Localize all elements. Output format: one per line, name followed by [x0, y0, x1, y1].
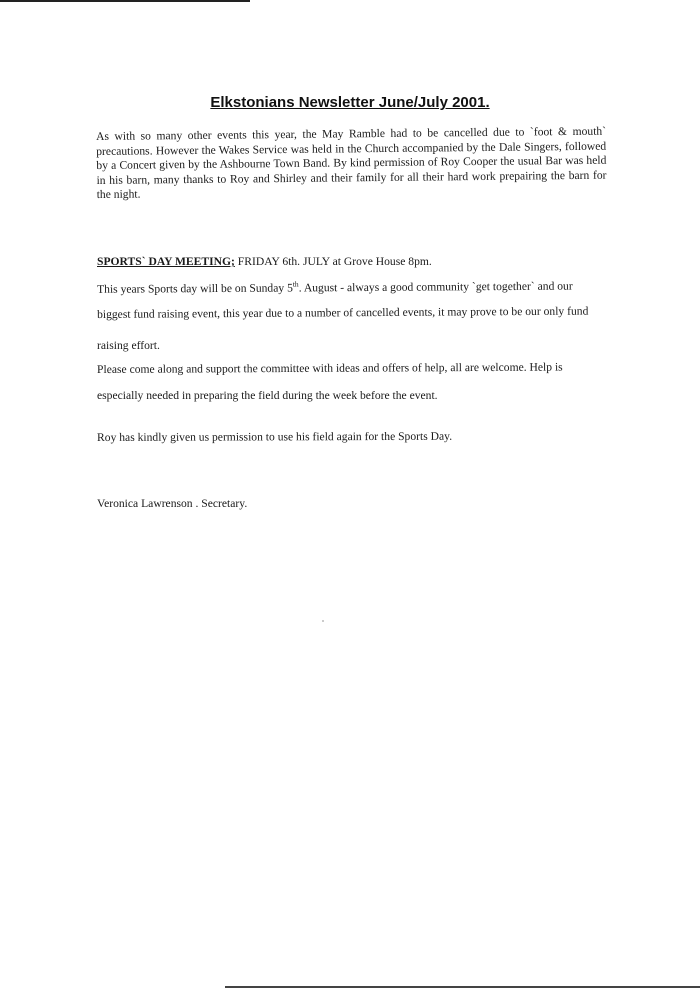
sports-day-line-1	[97, 278, 573, 296]
sports-day-heading-details: FRIDAY 6th. JULY at Grove House 8pm.	[234, 255, 432, 268]
signature: Veronica Lawrenson . Secretary.	[97, 497, 248, 510]
ordinal-suffix: th	[292, 279, 299, 289]
sports-day-line-5: especially needed in preparing the field during the week before the event.	[97, 389, 438, 402]
sports-day-line-1-end: . August - always a good community `get together` and our	[298, 279, 573, 295]
sports-day-line-2: biggest fund raising event, this year due to a number of cancelled events, it may prove to be our only fund	[97, 304, 589, 321]
intro-paragraph: As with so many other events this year, the May Ramble had to be cancelled due to `foot & mouth` precautions. However the Wakes Service was held in the Church accompanied by the Dale Singers, followed by a Concert given by the Ashbourne Town Band. By kind permission of Roy Cooper the usual Bar was held in his barn, many thanks to Roy and Shirley and their family for all their hard work prepairing the barn for the night.	[96, 124, 607, 201]
sports-day-line-3: raising effort.	[97, 339, 160, 352]
sports-day-heading-label: SPORTS` DAY MEETING;	[97, 255, 235, 268]
sports-day-heading	[97, 255, 432, 268]
scan-edge-line-top	[0, 0, 250, 2]
sports-day-line-1-start: This years Sports day will be on Sunday 5	[97, 281, 293, 296]
sports-day-line-6: Roy has kindly given us permission to use his field again for the Sports Day.	[97, 429, 453, 444]
newsletter-title: Elkstonians Newsletter June/July 2001.	[210, 94, 490, 111]
scan-speck	[322, 620, 324, 622]
sports-day-line-4: Please come along and support the committee with ideas and offers of help, all are welcome. Help is	[97, 360, 563, 376]
